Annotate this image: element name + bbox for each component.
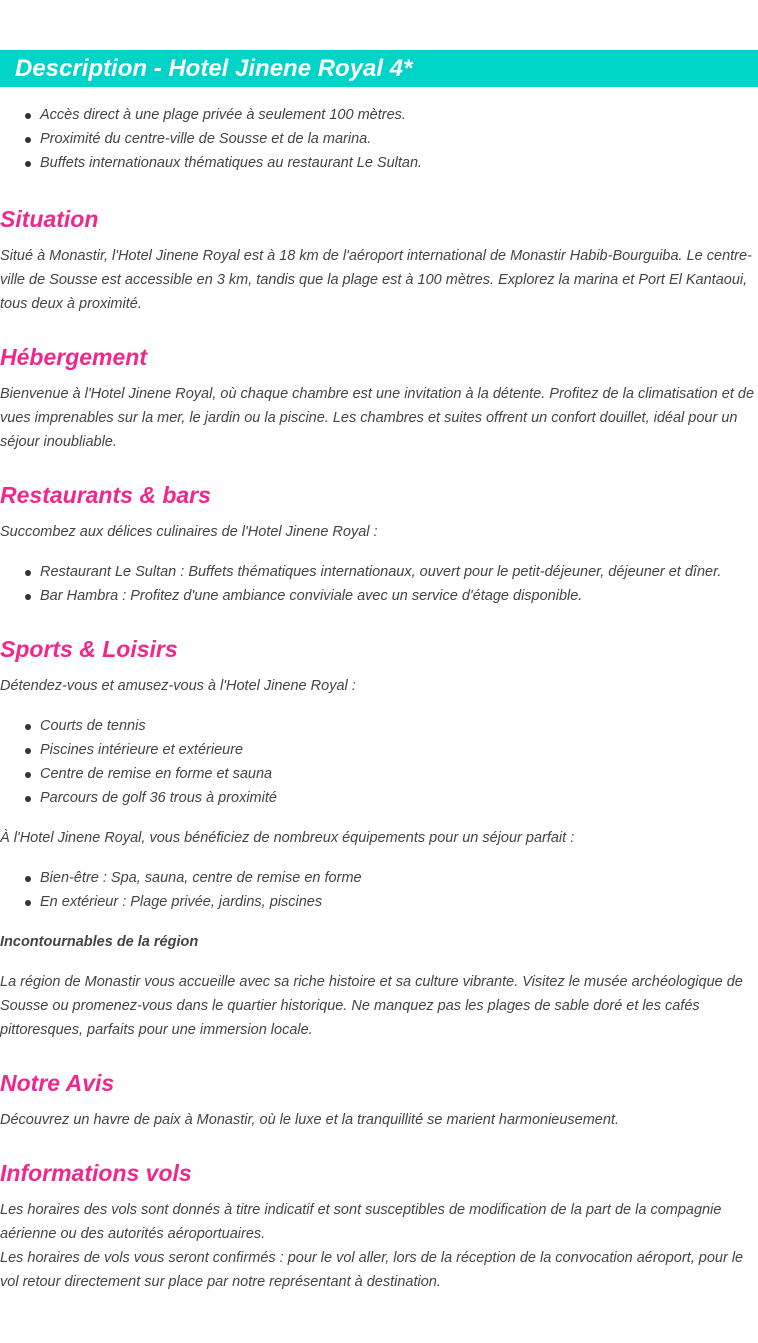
list-item: En extérieur : Plage privée, jardins, piscines bbox=[40, 890, 758, 914]
list-item: Accès direct à une plage privée à seulement 100 mètres. bbox=[40, 103, 758, 127]
highlights-list bbox=[0, 103, 758, 175]
vols-text-2: Les horaires de vols vous seront confirmés : pour le vol aller, lors de la réception de la convocation aéroport, pour le vol retour directement sur place par notre représentant à destination. bbox=[0, 1250, 744, 1290]
list-item: Proximité du centre-ville de Sousse et de la marina. bbox=[40, 127, 758, 151]
list-item: Bien-être : Spa, sauna, centre de remise en forme bbox=[40, 866, 758, 890]
hebergement-heading: Hébergement bbox=[0, 344, 147, 370]
list-item: Parcours de golf 36 trous à proximité bbox=[40, 786, 758, 810]
sports-intro: Détendez-vous et amusez-vous à l'Hotel Jinene Royal : bbox=[0, 678, 356, 694]
situation-text: Situé à Monastir, l'Hotel Jinene Royal est à 18 km de l'aéroport international de Monastir Habib-Bourguiba. Le centre-ville de Sousse est accessible en 3 km, tandis que la plage est à 100 mètres. Explorez la marina et Port El Kantaoui, tous deux à proximité. bbox=[0, 248, 752, 312]
list-item: Bar Hambra : Profitez d'une ambiance conviviale avec un service d'étage disponible. bbox=[40, 584, 758, 608]
vols-heading: Informations vols bbox=[0, 1160, 192, 1186]
list-item: Piscines intérieure et extérieure bbox=[40, 738, 758, 762]
list-item: Restaurant Le Sultan : Buffets thématiques internationaux, ouvert pour le petit-déjeuner, déjeuner et dîner. bbox=[40, 560, 758, 584]
restaurants-heading: Restaurants & bars bbox=[0, 482, 211, 508]
equipment-list bbox=[0, 866, 758, 914]
equipment-intro: À l'Hotel Jinene Royal, vous bénéficiez de nombreux équipements pour un séjour parfait : bbox=[0, 830, 575, 846]
restaurants-list bbox=[0, 560, 758, 608]
sports-heading: Sports & Loisirs bbox=[0, 636, 178, 662]
situation-heading: Situation bbox=[0, 206, 99, 232]
restaurants-intro: Succombez aux délices culinaires de l'Hotel Jinene Royal : bbox=[0, 524, 378, 540]
region-text: La région de Monastir vous accueille avec sa riche histoire et sa culture vibrante. Visitez le musée archéologique de Sousse ou promenez-vous dans le quartier historique. Ne manquez pas les plages de sable doré et les cafés pittoresques, parfaits pour une immersion locale. bbox=[0, 974, 743, 1038]
avis-text: Découvrez un havre de paix à Monastir, où le luxe et la tranquillité se marient harmonieusement. bbox=[0, 1112, 619, 1128]
page-title: Description - Hotel Jinene Royal 4* bbox=[0, 50, 758, 87]
vols-text-1: Les horaires des vols sont donnés à titre indicatif et sont susceptibles de modification de la part de la compagnie aérienne ou des autorités aéroportuaires. bbox=[0, 1202, 722, 1242]
description-content bbox=[0, 103, 758, 1294]
sports-list bbox=[0, 714, 758, 810]
hebergement-text: Bienvenue à l'Hotel Jinene Royal, où chaque chambre est une invitation à la détente. Profitez de la climatisation et de vues imprenables sur la mer, le jardin ou la piscine. Les chambres et suites offrent un confort douillet, idéal pour un séjour inoubliable. bbox=[0, 386, 755, 450]
region-title: Incontournables de la région bbox=[0, 934, 199, 950]
list-item: Buffets internationaux thématiques au restaurant Le Sultan. bbox=[40, 151, 758, 175]
avis-heading: Notre Avis bbox=[0, 1070, 115, 1096]
list-item: Centre de remise en forme et sauna bbox=[40, 762, 758, 786]
list-item: Courts de tennis bbox=[40, 714, 758, 738]
